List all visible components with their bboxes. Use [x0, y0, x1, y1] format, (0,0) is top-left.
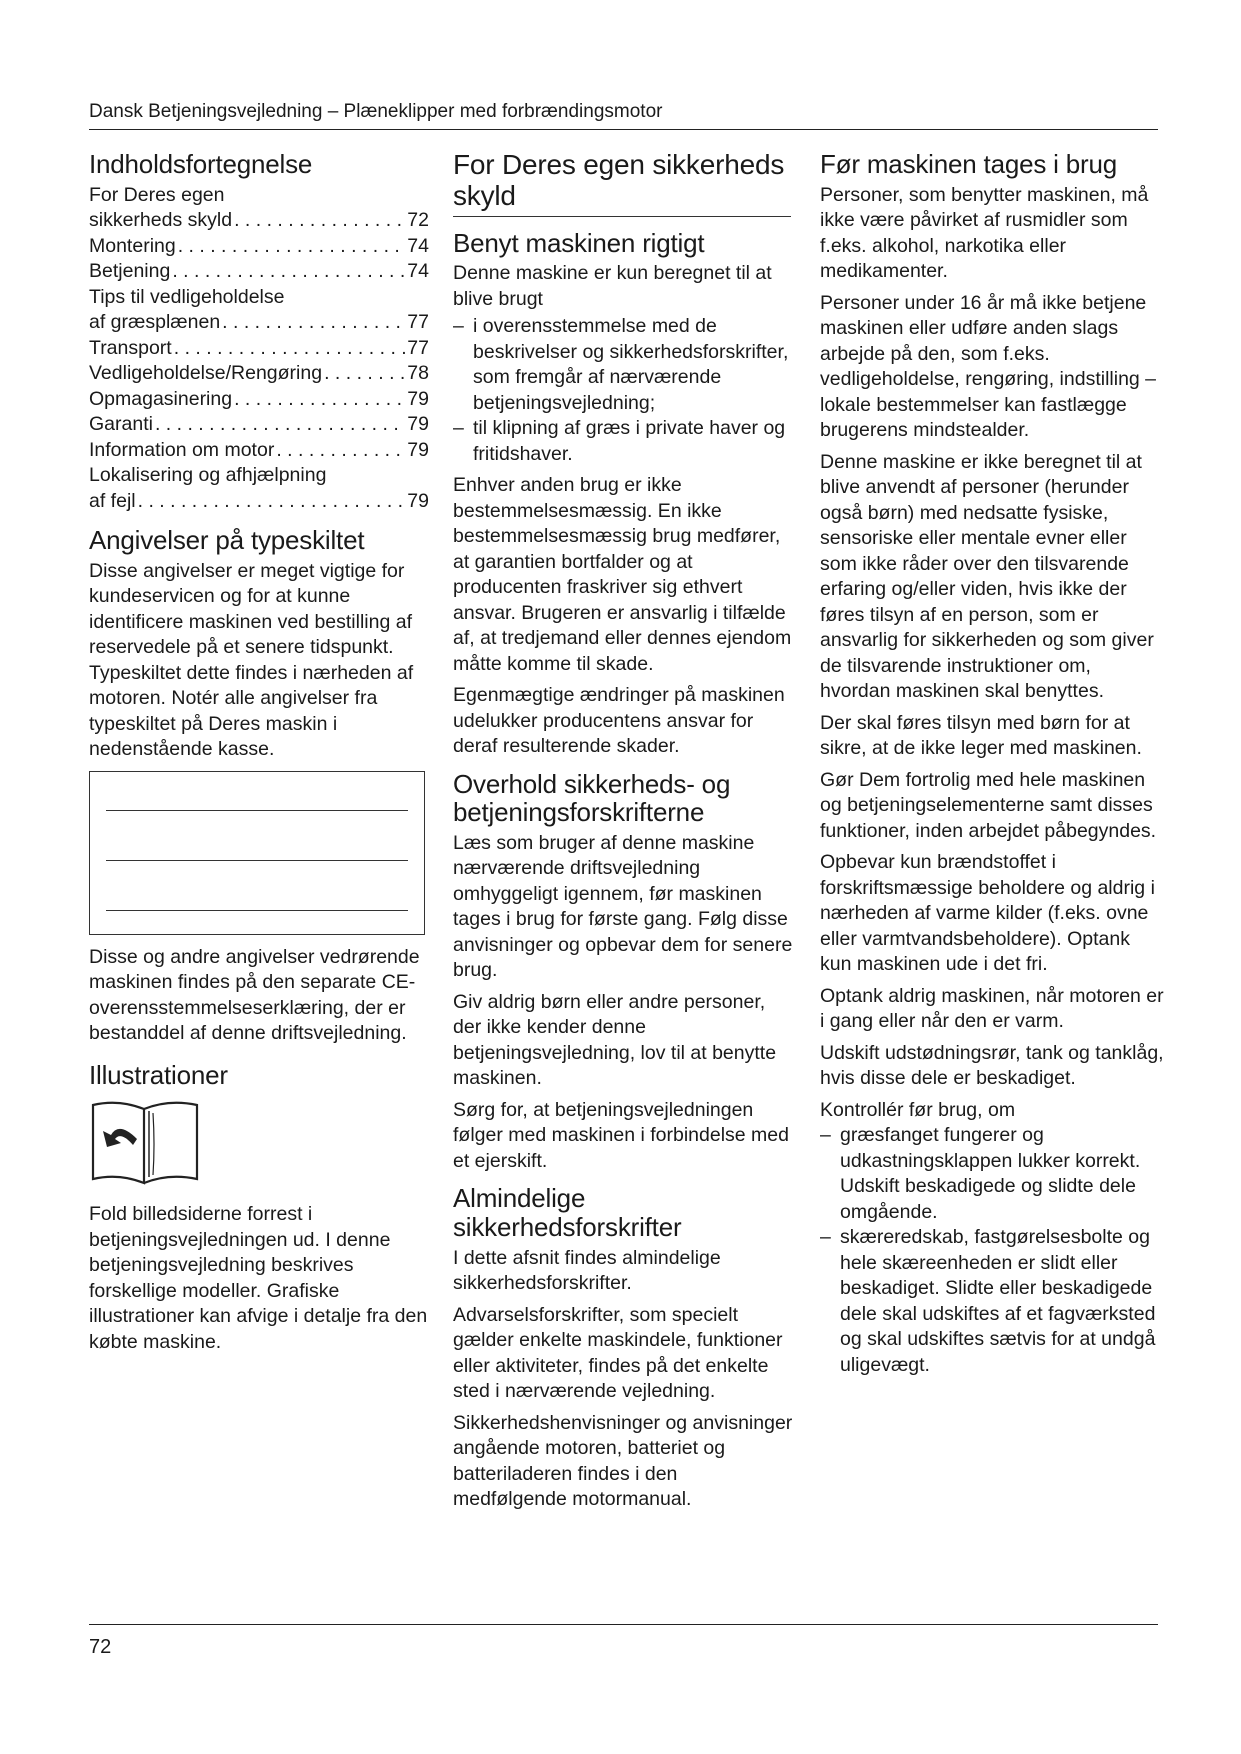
illustrations-text: Fold billedsiderne forrest i betjeningsvejledningen ud. I denne betjeningsvejledning beskrives forskellige modeller. Grafiske illustrationer kan afvige i detalje fra den købte maskine. [89, 1203, 428, 1353]
running-header [89, 101, 1158, 130]
general-p2: Advarselsforskrifter, som specielt gælder enkelte maskindele, funktioner eller aktiviteter, findes på det enkelte sted i nærværende vejledning. [453, 1303, 783, 1403]
heading-rule [453, 216, 791, 217]
general-heading: Almindelige sikkerhedsforskrifter [453, 1183, 682, 1242]
use-p1: Enhver anden brug er ikke bestemmelsesmæssig. En ikke bestemmelsesmæssig brug medfører, at garantien bortfalder og at producenten fraskriver sig ethvert ansvar. Brugeren er ansvarlig i tilfælde af, at tredjemand eller dennes ejendom måtte komme til skade. [453, 474, 792, 675]
before-p5: Gør Dem fortrolig med hele maskinen og betjeningselementerne samt disses funktioner, inden arbejdet påbegyndes. [820, 768, 1157, 842]
toc-dot-leader [234, 387, 405, 413]
toc-entry-page: 77 [407, 311, 429, 334]
toc-dot-leader [138, 489, 406, 515]
observe-p2: Giv aldrig børn eller andre personer, der ikke kender denne betjeningsvejledning, lov til at benytte maskinen. [453, 990, 777, 1090]
list-item: – i overensstemmelse med de beskrivelser og sikkerhedsforskrifter, som fremgår af nærværende betjeningsvejledning; [453, 314, 793, 416]
toc-entry-title: Betjening [89, 260, 171, 283]
list-item: – græsfanget fungerer og udkastningsklappen lukker korrekt. Udskift beskadigede og slidte dele omgående. [820, 1123, 1165, 1225]
toc-entry-page: 79 [407, 489, 429, 512]
table-of-contents [89, 183, 429, 515]
toc-dot-leader [174, 336, 406, 362]
before-p6: Opbevar kun brændstoffet i forskriftsmæssige beholdere og aldrig i nærheden af varme kilder (f.eks. ovne eller varmtvandsbeholdere). Optank kun maskinen ude i det fri. [820, 851, 1155, 976]
toc-dot-leader [324, 361, 405, 387]
toc-entry-title: Vedligeholdelse/Rengøring [89, 362, 323, 385]
check-list [820, 1123, 1165, 1378]
before-p4: Der skal føres tilsyn med børn for at sikre, at de ikke leger med maskinen. [820, 711, 1142, 760]
before-p8: Udskift udstødningsrør, tank og tanklåg, hvis disse dele er beskadiget. [820, 1041, 1164, 1090]
toc-entry-page: 78 [407, 362, 429, 385]
toc-entry [89, 259, 429, 285]
book-fold-icon [89, 1095, 429, 1192]
toc-entry-line: Tips til vedligeholdelse [89, 285, 285, 308]
toc-dot-leader [234, 208, 405, 234]
toc-entry-title: Opmagasinering [89, 387, 233, 410]
toc-entry [89, 361, 429, 387]
toc-dot-leader [155, 412, 405, 438]
toc-entry-title: sikkerheds skyld [89, 209, 233, 232]
before-p7: Optank aldrig maskinen, når motoren er i gang eller når den er varm. [820, 984, 1164, 1033]
toc-dot-leader [172, 259, 405, 285]
toc-entry [89, 387, 429, 413]
list-item: – skæreredskab, fastgørelsesbolte og hele skæreenheden er slidt eller beskadiget. Slidte eller beskadigede dele skal udskiftes af et fagværksted og skal udskiftes sætvis for at undgå uligevægt. [820, 1225, 1165, 1378]
before-p9: Kontrollér før brug, om [820, 1098, 1016, 1121]
use-intro: Denne maskine er kun beregnet til at blive brugt [453, 262, 772, 310]
column-right [820, 150, 1165, 1384]
toc-entry-page: 79 [407, 438, 429, 461]
toc-dot-leader [222, 310, 405, 336]
before-heading: Før maskinen tages i brug [820, 149, 1118, 179]
toc-entry [89, 234, 429, 260]
toc-dot-leader [276, 438, 405, 464]
toc-entry-page: 79 [407, 387, 429, 410]
toc-entry-title: Transport [89, 336, 172, 359]
toc-entry-title: Montering [89, 234, 176, 257]
observe-p1: Læs som bruger af denne maskine nærværende driftsvejledning omhyggeligt igennem, før maskinen tages i brug for første gang. Følg disse anvisninger og opbevar dem for senere brug. [453, 831, 793, 982]
illustrations-heading: Illustrationer [89, 1059, 228, 1090]
toc-entry-page: 77 [407, 336, 429, 359]
page-number: 72 [89, 1636, 112, 1658]
entry-line [106, 860, 408, 861]
typeplate-entry-box [89, 771, 425, 935]
toc-entry [89, 310, 429, 336]
toc-heading: Indholdsfortegnelse [89, 149, 313, 179]
before-p1: Personer, som benytter maskinen, må ikke være påvirket af rusmidler som f.eks. alkohol, narkotika eller medikamenter. [820, 183, 1149, 283]
entry-line [106, 910, 408, 911]
safety-heading: For Deres egen sikkerheds skyld [453, 149, 785, 211]
typeplate-text: Disse angivelser er meget vigtige for kundeservicen og for at kunne identificere maskinen ved bestilling af reservedele på et senere tidspunkt. Typeskiltet dette findes i nærheden af motoren. Notér alle angivelser fra typeskiltet på Deres maskin i nedenstående kasse. [89, 559, 414, 761]
toc-entry-title: af græsplænen [89, 311, 221, 334]
before-p3: Denne maskine er ikke beregnet til at blive anvendt af personer (herunder også børn) med nedsatte fysiske, sensoriske eller mentale evner eller som ikke råder over den tilsvarende erfaring og/eller viden, hvis ikke der føres tilsyn af en person, som er ansvarlig for sikkerheden og som giver de tilsvarende instruktioner om, hvordan maskinen skal benyttes. [820, 450, 1154, 703]
toc-entry-title: af fejl [89, 489, 136, 512]
toc-entry [89, 438, 429, 464]
list-item: – til klipning af græs i private haver og fritidshaver. [453, 416, 793, 467]
toc-entry [89, 336, 429, 362]
toc-entry-title: Information om motor [89, 438, 275, 461]
toc-entry-page: 72 [407, 209, 429, 232]
use-heading: Benyt maskinen rigtigt [453, 227, 705, 258]
use-p2: Egenmægtige ændringer på maskinen udelukker producentens ansvar for deraf resulterende skader. [453, 684, 785, 758]
column-middle [453, 150, 793, 1519]
toc-entry-page: 74 [407, 260, 429, 283]
toc-entry [89, 489, 429, 515]
observe-heading: Overhold sikkerheds- og betjeningsforskrifterne [453, 768, 731, 828]
toc-entry-line: Lokalisering og afhjælpning [89, 464, 327, 487]
toc-entry-page: 79 [407, 413, 429, 436]
before-p2: Personer under 16 år må ikke betjene maskinen eller udføre anden slags arbejde på den, som f.eks. vedligeholdelse, rengøring, indstilling – lokale bestemmelser kan fastlægge brugerens mindstealder. [820, 291, 1157, 442]
toc-entry-page: 74 [407, 234, 429, 257]
use-list [453, 314, 793, 467]
general-p3: Sikkerhedshenvisninger og anvisninger angående motoren, batteriet og batteriladeren findes i den medfølgende motormanual. [453, 1411, 793, 1511]
typeplate-heading: Angivelser på typeskiltet [89, 525, 365, 556]
column-left [89, 150, 429, 1361]
header-title: Dansk Betjeningsvejledning – Plæneklipper med forbrændingsmotor [89, 101, 663, 122]
toc-entry-title: Garanti [89, 413, 153, 436]
observe-p3: Sørg for, at betjeningsvejledningen følger med maskinen i forbindelse med et ejerskift. [453, 1098, 789, 1172]
toc-entry [89, 412, 429, 438]
toc-entry-line: For Deres egen [89, 183, 225, 206]
toc-entry [89, 208, 429, 234]
typeplate-after-text: Disse og andre angivelser vedrørende maskinen findes på den separate CE-overensstemmelseserklæring, der er bestanddel af denne driftsvejledning. [89, 945, 420, 1045]
entry-line [106, 810, 408, 811]
footer-rule [89, 1624, 1158, 1625]
general-p1: I dette afsnit findes almindelige sikkerhedsforskrifter. [453, 1246, 721, 1295]
toc-dot-leader [178, 234, 406, 260]
